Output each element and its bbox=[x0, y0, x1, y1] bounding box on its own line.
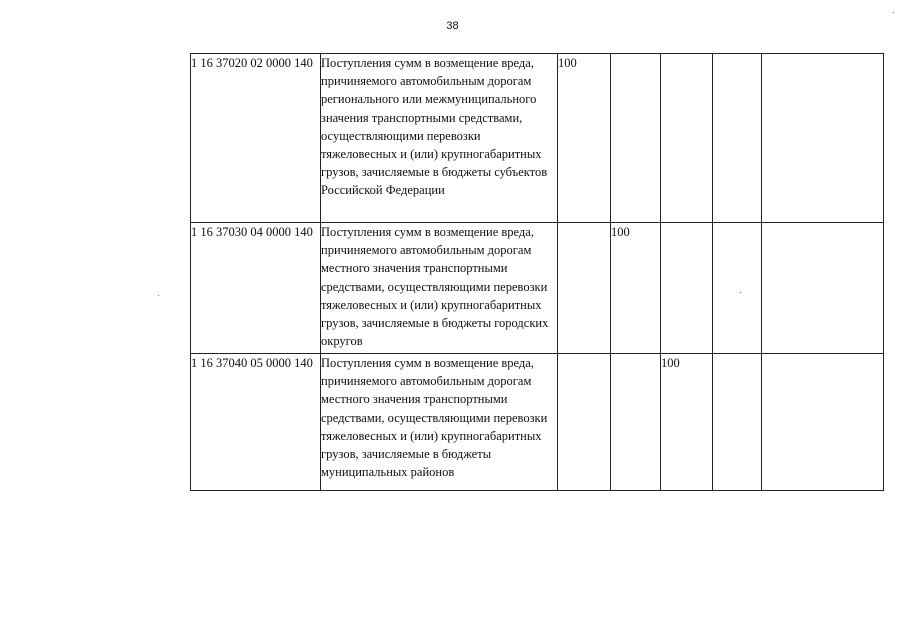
allocation-cell-4 bbox=[713, 223, 762, 354]
revenue-description: Поступления сумм в возмещение вреда, причиняемого автомобильным дорогам местного значения транспортными средствами, осуществляющими перевозки тяжеловесных и (или) крупногабаритных грузов, зачисляемые в бюджеты муниципальных районов bbox=[321, 354, 558, 491]
allocation-cell-5 bbox=[762, 54, 884, 223]
budget-code: 1 16 37020 02 0000 140 bbox=[191, 54, 321, 223]
table-row bbox=[191, 54, 884, 223]
allocation-cell-2: 100 bbox=[611, 223, 661, 354]
revenue-description: Поступления сумм в возмещение вреда, причиняемого автомобильным дорогам местного значения транспортными средствами, осуществляющими перевозки тяжеловесных и (или) крупногабаритных грузов, зачисляемые в бюджеты городских округов bbox=[321, 223, 558, 354]
allocation-cell-1 bbox=[558, 354, 611, 491]
allocation-cell-3 bbox=[661, 223, 713, 354]
allocation-cell-3 bbox=[661, 54, 713, 223]
allocation-cell-4 bbox=[713, 54, 762, 223]
scan-speck bbox=[740, 292, 741, 293]
page-number: 38 bbox=[446, 20, 459, 32]
allocation-cell-1: 100 bbox=[558, 54, 611, 223]
budget-code: 1 16 37030 04 0000 140 bbox=[191, 223, 321, 354]
table-row bbox=[191, 354, 884, 491]
budget-code: 1 16 37040 05 0000 140 bbox=[191, 354, 321, 491]
scan-speck bbox=[158, 295, 159, 296]
revenue-table bbox=[190, 53, 884, 491]
allocation-cell-4 bbox=[713, 354, 762, 491]
allocation-cell-2 bbox=[611, 354, 661, 491]
revenue-description: Поступления сумм в возмещение вреда, причиняемого автомобильным дорогам регионального или межмуниципального значения транспортными средствами, осуществляющими перевозки тяжеловесных и (или) крупногабаритных грузов, зачисляемые в бюджеты субъектов Российской Федерации bbox=[321, 54, 558, 223]
allocation-cell-1 bbox=[558, 223, 611, 354]
allocation-cell-5 bbox=[762, 223, 884, 354]
allocation-cell-2 bbox=[611, 54, 661, 223]
allocation-cell-5 bbox=[762, 354, 884, 491]
scan-speck bbox=[893, 12, 894, 13]
table-row bbox=[191, 223, 884, 354]
allocation-cell-3: 100 bbox=[661, 354, 713, 491]
